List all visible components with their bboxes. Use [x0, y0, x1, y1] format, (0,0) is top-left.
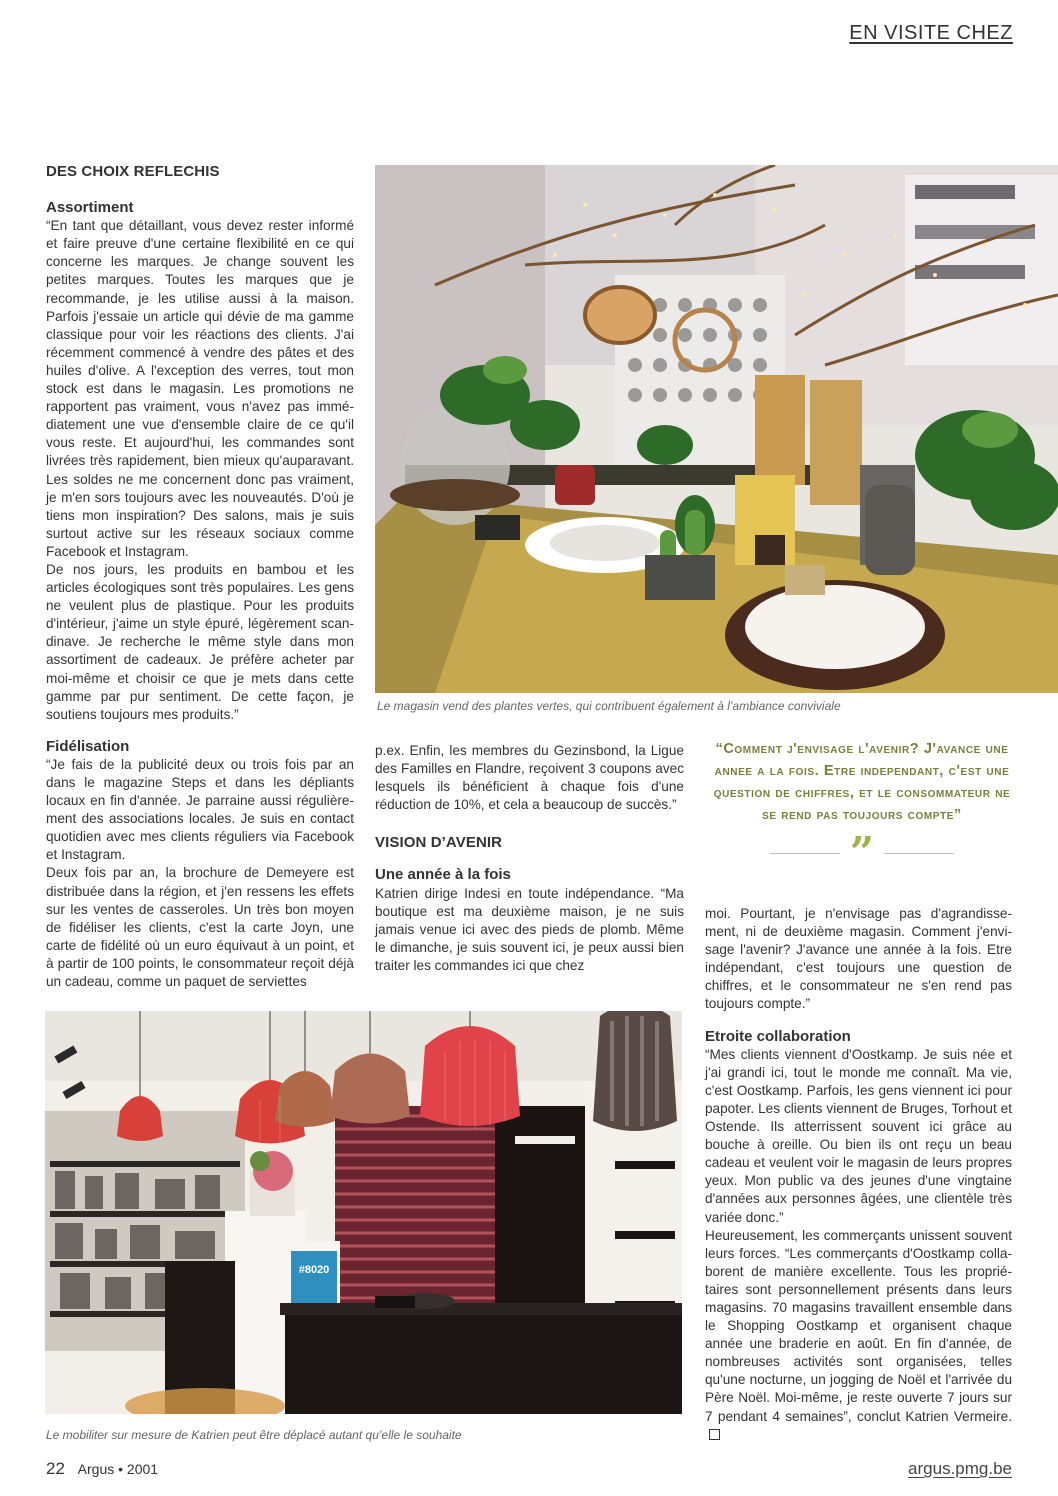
paragraph: moi. Pourtant, je n'envisage pas d'agrandissement, ni de deuxième magasin. Comment j'envisage l'avenir? J'avance une année à la fois. Etre indépendant, c'est toujours une question de chiffres, et le consommateur ne s'en rend pas toujours compte.” [705, 906, 1012, 1012]
subheading-fidelisation: Fidélisation [46, 737, 130, 755]
paragraph: Katrien dirige Indesi en toute indépendance. “Ma boutique est ma deuxième maison, je ne suis jamais venue ici avec des pieds de plomb. Même le dimanche, je suis souvent ici, je peux aussi bien traiter les commandes ici que chez [375, 885, 684, 973]
subheading-annee: Une année à la fois [375, 866, 511, 884]
paragraph: “En tant que détaillant, vous devez rester informé et faire preuve d'une certaine flexibilité en ce qui concerne les marques. Je change souvent les petites marques. Toutes les marques que je recommande, je les utilise aussi à la maison. Parfois j'essaie un article qui dévie de ma gamme classique pour voir les réactions des clients. J'ai récemment commencé à vendre des pâtes et des huiles d'olive. A l'exception des verres, tout mon stock est dans le magasin. Les promotions ne rapportent pas vraiment, vous n'avez pas immédiatement une vue d'ensemble claire de ce qu'il vous reste. Et aujourd'hui, les commandes sont livrées très rapidement, bien mieux qu'auparavant. Les soldes ne me concernent donc pas vraiment, je m'en sors toujours avec les nouveautés. D'où je tiens mon inspiration? Des salons, mais je suis surtout active sur les réseaux sociaux comme Facebook et Instagram. [46, 218, 354, 559]
magazine-issue: Argus • 2001 [77, 1461, 159, 1477]
sign-label: #8020 [298, 1264, 330, 1276]
photo-caption-top: Le magasin vend des plantes vertes, qui contribuent également à l’ambiance conviviale [377, 699, 841, 713]
column-middle [375, 742, 684, 975]
paragraph: “Mes clients viennent d'Oostkamp. Je suis née et j'ai grandi ici, tout le monde me connaît. Ma vie, c'est Oostkamp. Parfois, les gens viennent ici pour papoter. Les clients viennent de Bruges, Torhout et Ostende. Ils atterrissent souvent ici grâce au bouche à oreille. Ou bien ils ont reçu un beau cadeau et veulent voir le magasin de leurs propres yeux. Mon public va des jeunes d'une vingtaine d'années aux personnes âgées, une clientèle très variée donc.” [705, 1046, 1012, 1225]
section-heading-vision: VISION D’AVENIR [375, 834, 503, 852]
section-heading: DES CHOIX REFLECHIS [46, 163, 220, 180]
column-left [46, 163, 354, 991]
photo-shop-plants [375, 165, 1058, 693]
paragraph: p.ex. Enfin, les membres du Gezinsbond, la Ligue des Familles en Flandre, reçoivent 3 coupons avec lesquels ils bénéficient à chaque fois d'une réduction de 10%, et cela a beaucoup de succès.” [375, 743, 684, 813]
paragraph: “Je fais de la publicité deux ou trois fois par an dans le magazine Steps et dans les dépliants locaux en fin d'année. Je parraine aussi régulièrement des associations locales. Je suis en contact quotidien avec mes clients réguliers via Facebook et Instagram. [46, 756, 354, 863]
section-label: EN VISITE CHEZ [849, 22, 1013, 44]
paragraph: Deux fois par an, la brochure de Demeyere est distribuée dans la région, et j'en ressens les effets sur les ventes de casseroles. Un très bon moyen de fidéliser les clients, c'est la carte Joyn, une carte de fidélité où un euro équivaut à un point, et à partir de 100 points, le consommateur reçoit déjà un cadeau, comme un paquet de serviettes [46, 865, 354, 990]
end-mark-icon [709, 1429, 720, 1440]
quote-mark-icon: ” [849, 828, 875, 877]
photo-shop-counter [45, 1011, 682, 1414]
column-right [705, 905, 1012, 1444]
subheading-assortiment: Assortiment [46, 199, 134, 217]
footer-left [46, 1459, 158, 1479]
subheading-collaboration: Etroite collaboration [705, 1027, 851, 1045]
photo-caption-bottom: Le mobiliter sur mesure de Katrien peut être déplacé autant qu’elle le souhaite [46, 1428, 462, 1442]
pull-quote-text: “Comment j'envisage l'avenir? J'avance une annee a la fois. Etre independant, c'est une question de chiffres, et le consommateur ne se rend pas toujours compte” [713, 741, 1011, 823]
page-number: 22 [46, 1459, 65, 1478]
website-link[interactable]: argus.pmg.be [908, 1459, 1012, 1478]
paragraph: Heureusement, les commerçants unissent souvent leurs forces. “Les commerçants d'Oostkamp collaborent de manière excellente. Tous les propriétaires sont personnellement présents dans leurs magasins. 70 magasins travaillent ensemble dans le Shopping Oostkamp et organisent chaque année une braderie en août. En fin d'année, de nombreuses activités sont organisées, telles qu'une nocturne, un jogging de Noël et l'arrivée du Père Noël. Moi-même, je reste ouverte 7 jours sur 7 pendant 4 semaines”, conclut Katrien Vermeire. [705, 1227, 1012, 1444]
pull-quote [712, 738, 1012, 877]
paragraph: De nos jours, les produits en bambou et les articles écologiques sont très populaires. Les gens ne veulent plus de plastique. Pour les produits d'intérieur, j'aime un style épuré, légèrement scandinave. Je recherche le même style dans mon assortiment de cadeaux. Je préfère acheter par moi-même et choisir ce que je mets dans cette gamme par pur sentiment. De cette façon, je soutiens toujours mes produits.” [46, 561, 354, 722]
